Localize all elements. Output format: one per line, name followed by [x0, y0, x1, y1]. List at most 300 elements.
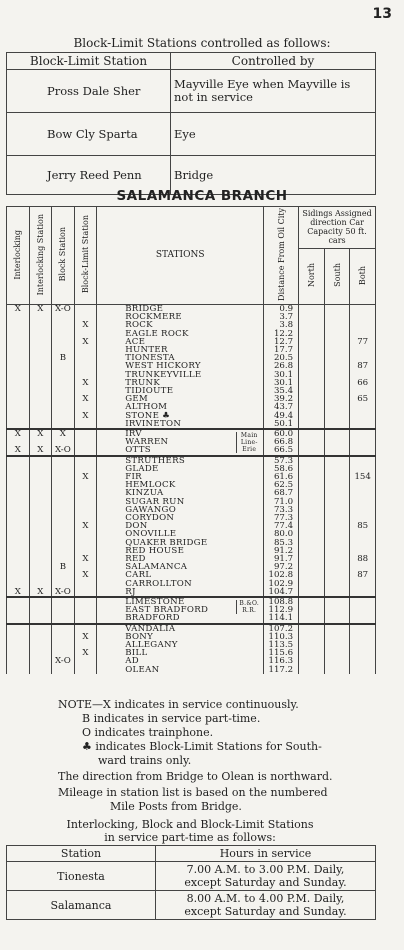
siding-south	[324, 429, 350, 438]
note-club-cont: ward trains only.	[98, 754, 192, 767]
siding-south	[324, 597, 350, 606]
station-name: RED	[97, 555, 264, 563]
header-both: Both	[358, 265, 368, 285]
interlocking-station-cell	[29, 321, 52, 329]
station-name: STONE ♣	[97, 412, 264, 420]
station-row	[7, 498, 376, 506]
block-station-cell	[52, 395, 75, 403]
interlocking-station-cell: X	[29, 429, 52, 438]
station-row	[7, 641, 376, 649]
siding-south	[324, 346, 350, 354]
station-name: ROCKMERE	[97, 313, 264, 321]
siding-both: 87	[350, 571, 376, 579]
interlocking-cell	[7, 571, 30, 579]
interlocking-cell	[7, 420, 30, 429]
station-name: DON	[97, 522, 264, 530]
distance-cell: 60.0	[264, 429, 299, 438]
station-name: CARROLLTON	[97, 580, 264, 588]
station-row	[7, 666, 376, 674]
page-number: 13	[372, 6, 392, 22]
interlocking-station-cell	[29, 481, 52, 489]
block-station-cell	[52, 371, 75, 379]
siding-north	[299, 633, 325, 641]
siding-both	[350, 633, 376, 641]
siding-north	[299, 498, 325, 506]
block-limit-row	[7, 70, 376, 113]
station-name: RED HOUSE	[97, 547, 264, 555]
interlocking-cell	[7, 514, 30, 522]
station-name: TIDIOUTE	[97, 387, 264, 395]
siding-south	[324, 387, 350, 395]
distance-cell: 91.7	[264, 555, 299, 563]
station-row	[7, 387, 376, 395]
interlocking-station-cell	[29, 657, 52, 665]
interlocking-station-cell	[29, 313, 52, 321]
distance-cell: 30.1	[264, 379, 299, 387]
block-limit-cell	[74, 539, 97, 547]
col-controlled-by: Controlled by	[171, 53, 376, 70]
header-north: North	[306, 263, 316, 288]
block-station-cell	[52, 641, 75, 649]
station-row	[7, 379, 376, 387]
siding-north	[299, 379, 325, 387]
siding-north	[299, 304, 325, 313]
distance-cell: 114.1	[264, 614, 299, 623]
siding-south	[324, 379, 350, 387]
station-name: ALTHOM	[97, 403, 264, 411]
block-station-cell	[52, 530, 75, 538]
siding-north	[299, 539, 325, 547]
siding-both	[350, 321, 376, 329]
interlocking-cell	[7, 321, 30, 329]
distance-cell: 102.8	[264, 571, 299, 579]
station-row	[7, 446, 376, 455]
block-limit-cell: X	[74, 555, 97, 563]
siding-both	[350, 588, 376, 597]
station-name: HEMLOCK	[97, 481, 264, 489]
station-name: TRUNK	[97, 379, 264, 387]
interlocking-station-cell	[29, 379, 52, 387]
header-sidings: Sidings Assigned direction Car Capacity 50 ft. cars	[299, 207, 376, 249]
block-limit-cell: X	[74, 649, 97, 657]
interlocking-cell	[7, 481, 30, 489]
station-name: GAWANGO	[97, 506, 264, 514]
distance-cell: 115.6	[264, 649, 299, 657]
interlocking-cell	[7, 473, 30, 481]
siding-north	[299, 481, 325, 489]
block-station-cell	[52, 522, 75, 530]
block-limit-cell	[74, 588, 97, 597]
note-direction: The direction from Bridge to Olean is northward.	[58, 770, 333, 783]
distance-cell: 77.4	[264, 522, 299, 530]
siding-south	[324, 321, 350, 329]
block-limit-cell	[74, 580, 97, 588]
siding-south	[324, 563, 350, 571]
block-station-cell: X-O	[52, 588, 75, 597]
siding-both: 66	[350, 379, 376, 387]
interlocking-cell	[7, 338, 30, 346]
block-limit-cell: X	[74, 379, 97, 387]
col-hours: Hours in service	[156, 846, 376, 862]
siding-both	[350, 641, 376, 649]
siding-south	[324, 481, 350, 489]
interlocking-station-cell	[29, 330, 52, 338]
station-name: OTTS	[97, 446, 264, 455]
block-limit-cell	[74, 657, 97, 665]
siding-north	[299, 657, 325, 665]
siding-south	[324, 330, 350, 338]
siding-north	[299, 514, 325, 522]
interlocking-station-cell	[29, 489, 52, 497]
station-row	[7, 489, 376, 497]
station-rows	[7, 304, 376, 673]
siding-both: 85	[350, 522, 376, 530]
interlocking-station-cell	[29, 555, 52, 563]
distance-cell: 108.8	[264, 597, 299, 606]
station-name: BRADFORD	[97, 614, 264, 623]
siding-both	[350, 481, 376, 489]
distance-cell: 39.2	[264, 395, 299, 403]
interlocking-station-cell	[29, 506, 52, 514]
siding-both	[350, 489, 376, 497]
header-interlocking: Interlocking	[13, 229, 23, 280]
block-station-cell	[52, 633, 75, 641]
siding-north	[299, 420, 325, 429]
siding-both	[350, 429, 376, 438]
block-station-cell	[52, 330, 75, 338]
note-mileage-cont: Mile Posts from Bridge.	[110, 800, 242, 813]
siding-south	[324, 641, 350, 649]
station-name: WEST HICKORY	[97, 362, 264, 370]
interlocking-station-cell	[29, 547, 52, 555]
block-limit-stations: Bow Cly Sparta	[7, 113, 171, 156]
interlocking-cell	[7, 395, 30, 403]
siding-south	[324, 506, 350, 514]
siding-south	[324, 465, 350, 473]
block-station-cell	[52, 321, 75, 329]
siding-both	[350, 657, 376, 665]
siding-north	[299, 465, 325, 473]
part-time-hours	[156, 891, 376, 920]
interlocking-cell	[7, 330, 30, 338]
siding-both	[350, 530, 376, 538]
siding-south	[324, 338, 350, 346]
distance-cell: 30.1	[264, 371, 299, 379]
distance-cell: 3.8	[264, 321, 299, 329]
interlocking-cell	[7, 403, 30, 411]
siding-north	[299, 321, 325, 329]
interlocking-station-cell	[29, 338, 52, 346]
block-station-cell: B	[52, 563, 75, 571]
interlocking-cell	[7, 539, 30, 547]
block-station-cell	[52, 387, 75, 395]
siding-both	[350, 539, 376, 547]
siding-south	[324, 456, 350, 465]
station-name: TRUNKEYVILLE	[97, 371, 264, 379]
siding-both	[350, 614, 376, 623]
station-row	[7, 412, 376, 420]
station-name: CARL	[97, 571, 264, 579]
col-station: Station	[7, 846, 156, 862]
interlocking-station-cell	[29, 666, 52, 674]
interlocking-cell	[7, 606, 30, 614]
siding-north	[299, 522, 325, 530]
station-row	[7, 539, 376, 547]
block-station-cell	[52, 506, 75, 514]
siding-north	[299, 506, 325, 514]
block-limit-cell	[74, 481, 97, 489]
station-name: TIONESTA	[97, 354, 264, 362]
station-name: CORYDON	[97, 514, 264, 522]
distance-cell: 58.6	[264, 465, 299, 473]
interlocking-cell	[7, 354, 30, 362]
station-name: IRV	[97, 429, 264, 438]
interlocking-cell	[7, 530, 30, 538]
interlocking-station-cell	[29, 530, 52, 538]
block-station-cell	[52, 539, 75, 547]
station-row	[7, 338, 376, 346]
block-limit-cell	[74, 456, 97, 465]
distance-cell: 71.0	[264, 498, 299, 506]
siding-both: 88	[350, 555, 376, 563]
station-row	[7, 313, 376, 321]
distance-cell: 66.5	[264, 446, 299, 455]
block-station-cell	[52, 498, 75, 506]
note-x: NOTE—X indicates in service continuously.	[58, 698, 299, 711]
block-limit-cell: X	[74, 412, 97, 420]
interlocking-cell: X	[7, 446, 30, 455]
interlocking-station-cell	[29, 371, 52, 379]
interlocking-cell: X	[7, 429, 30, 438]
interlocking-cell	[7, 498, 30, 506]
interlocking-cell	[7, 506, 30, 514]
distance-cell: 112.9	[264, 606, 299, 614]
interlocking-station-cell: X	[29, 588, 52, 597]
distance-cell: 12.2	[264, 330, 299, 338]
siding-north	[299, 313, 325, 321]
interlocking-cell	[7, 547, 30, 555]
siding-both: 87	[350, 362, 376, 370]
block-limit-cell	[74, 666, 97, 674]
interlocking-station-cell: X	[29, 304, 52, 313]
station-row	[7, 304, 376, 313]
siding-north	[299, 597, 325, 606]
station-row	[7, 506, 376, 514]
siding-south	[324, 473, 350, 481]
controlled-by: Eye	[171, 113, 376, 156]
distance-cell: 61.6	[264, 473, 299, 481]
siding-north	[299, 371, 325, 379]
distance-cell: 91.2	[264, 547, 299, 555]
part-time-heading: Interlocking, Block and Block-Limit Stations	[66, 818, 314, 831]
siding-both	[350, 597, 376, 606]
siding-north	[299, 346, 325, 354]
block-limit-cell	[74, 506, 97, 514]
block-station-cell	[52, 606, 75, 614]
block-limit-heading: Block-Limit Stations controlled as follows:	[73, 36, 331, 50]
interlocking-station-cell	[29, 597, 52, 606]
siding-south	[324, 539, 350, 547]
station-row	[7, 330, 376, 338]
interlocking-cell	[7, 489, 30, 497]
block-limit-cell	[74, 489, 97, 497]
hours-line: except Saturday and Sunday.	[184, 905, 347, 918]
siding-south	[324, 580, 350, 588]
block-limit-cell	[74, 597, 97, 606]
station-name: HUNTER	[97, 346, 264, 354]
distance-cell: 35.4	[264, 387, 299, 395]
siding-north	[299, 412, 325, 420]
header-interlocking-station: Interlocking Station	[35, 213, 45, 296]
interlocking-cell: X	[7, 304, 30, 313]
station-name: STRUTHERS	[97, 456, 264, 465]
siding-south	[324, 371, 350, 379]
siding-both	[350, 412, 376, 420]
siding-both	[350, 438, 376, 446]
block-limit-cell: X	[74, 473, 97, 481]
interlocking-station-cell	[29, 473, 52, 481]
block-station-cell	[52, 597, 75, 606]
siding-north	[299, 555, 325, 563]
header-block-limit-station: Block-Limit Station	[80, 215, 90, 294]
part-time-station: Tionesta	[7, 862, 156, 891]
station-name: BILL	[97, 649, 264, 657]
siding-both	[350, 456, 376, 465]
siding-both: 77	[350, 338, 376, 346]
siding-north	[299, 429, 325, 438]
block-limit-cell	[74, 429, 97, 438]
interlocking-station-cell	[29, 539, 52, 547]
interlocking-cell: X	[7, 588, 30, 597]
block-limit-cell: X	[74, 395, 97, 403]
distance-cell: 104.7	[264, 588, 299, 597]
siding-both: 154	[350, 473, 376, 481]
interlocking-cell	[7, 555, 30, 563]
block-limit-cell	[74, 530, 97, 538]
station-row	[7, 371, 376, 379]
siding-south	[324, 446, 350, 455]
branch-title: SALAMANCA BRANCH	[116, 188, 288, 204]
siding-south	[324, 304, 350, 313]
interlocking-station-cell	[29, 614, 52, 623]
connection-bracket: Main Line-Erie	[236, 432, 261, 453]
header-distance: Distance From Oil City	[276, 208, 286, 301]
station-row	[7, 321, 376, 329]
siding-north	[299, 624, 325, 633]
block-station-cell	[52, 412, 75, 420]
distance-cell: 62.5	[264, 481, 299, 489]
station-row	[7, 563, 376, 571]
station-name: GLADE	[97, 465, 264, 473]
siding-both	[350, 606, 376, 614]
siding-south	[324, 657, 350, 665]
station-row	[7, 514, 376, 522]
header-block-station: Block Station	[58, 227, 68, 282]
station-name: KINZUA	[97, 489, 264, 497]
note-b: B indicates in service part-time.	[82, 712, 261, 725]
controlled-by: Bridge	[171, 156, 376, 195]
interlocking-cell	[7, 641, 30, 649]
block-limit-cell	[74, 446, 97, 455]
interlocking-cell	[7, 624, 30, 633]
interlocking-cell	[7, 371, 30, 379]
siding-both	[350, 304, 376, 313]
distance-cell: 117.2	[264, 666, 299, 674]
interlocking-station-cell	[29, 563, 52, 571]
siding-north	[299, 666, 325, 674]
block-station-cell	[52, 420, 75, 429]
station-row	[7, 473, 376, 481]
station-name: QUAKER BRIDGE	[97, 539, 264, 547]
block-station-cell	[52, 403, 75, 411]
interlocking-station-cell	[29, 420, 52, 429]
siding-south	[324, 606, 350, 614]
siding-north	[299, 395, 325, 403]
station-name-text: EAST BRADFORD	[125, 605, 209, 616]
interlocking-station-cell	[29, 606, 52, 614]
station-name: ROCK	[97, 321, 264, 329]
part-time-row	[7, 891, 376, 920]
siding-north	[299, 530, 325, 538]
station-name: FIR	[97, 473, 264, 481]
interlocking-station-cell	[29, 514, 52, 522]
block-station-cell: B	[52, 354, 75, 362]
interlocking-station-cell	[29, 362, 52, 370]
siding-both	[350, 446, 376, 455]
siding-south	[324, 489, 350, 497]
siding-north	[299, 614, 325, 623]
siding-north	[299, 588, 325, 597]
siding-south	[324, 530, 350, 538]
siding-both: 65	[350, 395, 376, 403]
distance-cell: 107.2	[264, 624, 299, 633]
siding-both	[350, 666, 376, 674]
station-name: VANDALIA	[97, 624, 264, 633]
block-limit-cell	[74, 354, 97, 362]
siding-north	[299, 438, 325, 446]
block-limit-table	[6, 52, 376, 195]
block-station-cell	[52, 379, 75, 387]
station-name: SUGAR RUN	[97, 498, 264, 506]
block-limit-stations: Pross Dale Sher	[7, 70, 171, 113]
distance-cell: 113.5	[264, 641, 299, 649]
station-name: ALLEGANY	[97, 641, 264, 649]
siding-south	[324, 571, 350, 579]
interlocking-station-cell	[29, 465, 52, 473]
hours-line: except Saturday and Sunday.	[184, 876, 347, 889]
note-club: ♣ indicates Block-Limit Stations for South-	[82, 740, 322, 753]
siding-north	[299, 563, 325, 571]
interlocking-cell	[7, 313, 30, 321]
siding-south	[324, 354, 350, 362]
interlocking-cell	[7, 346, 30, 354]
station-name: AD	[97, 657, 264, 665]
block-limit-cell	[74, 304, 97, 313]
interlocking-station-cell	[29, 522, 52, 530]
interlocking-station-cell	[29, 633, 52, 641]
block-station-cell	[52, 614, 75, 623]
siding-south	[324, 547, 350, 555]
station-row	[7, 481, 376, 489]
siding-north	[299, 473, 325, 481]
part-time-hours	[156, 862, 376, 891]
siding-north	[299, 641, 325, 649]
siding-both	[350, 649, 376, 657]
distance-cell: 102.9	[264, 580, 299, 588]
siding-both	[350, 346, 376, 354]
siding-both	[350, 498, 376, 506]
siding-south	[324, 555, 350, 563]
